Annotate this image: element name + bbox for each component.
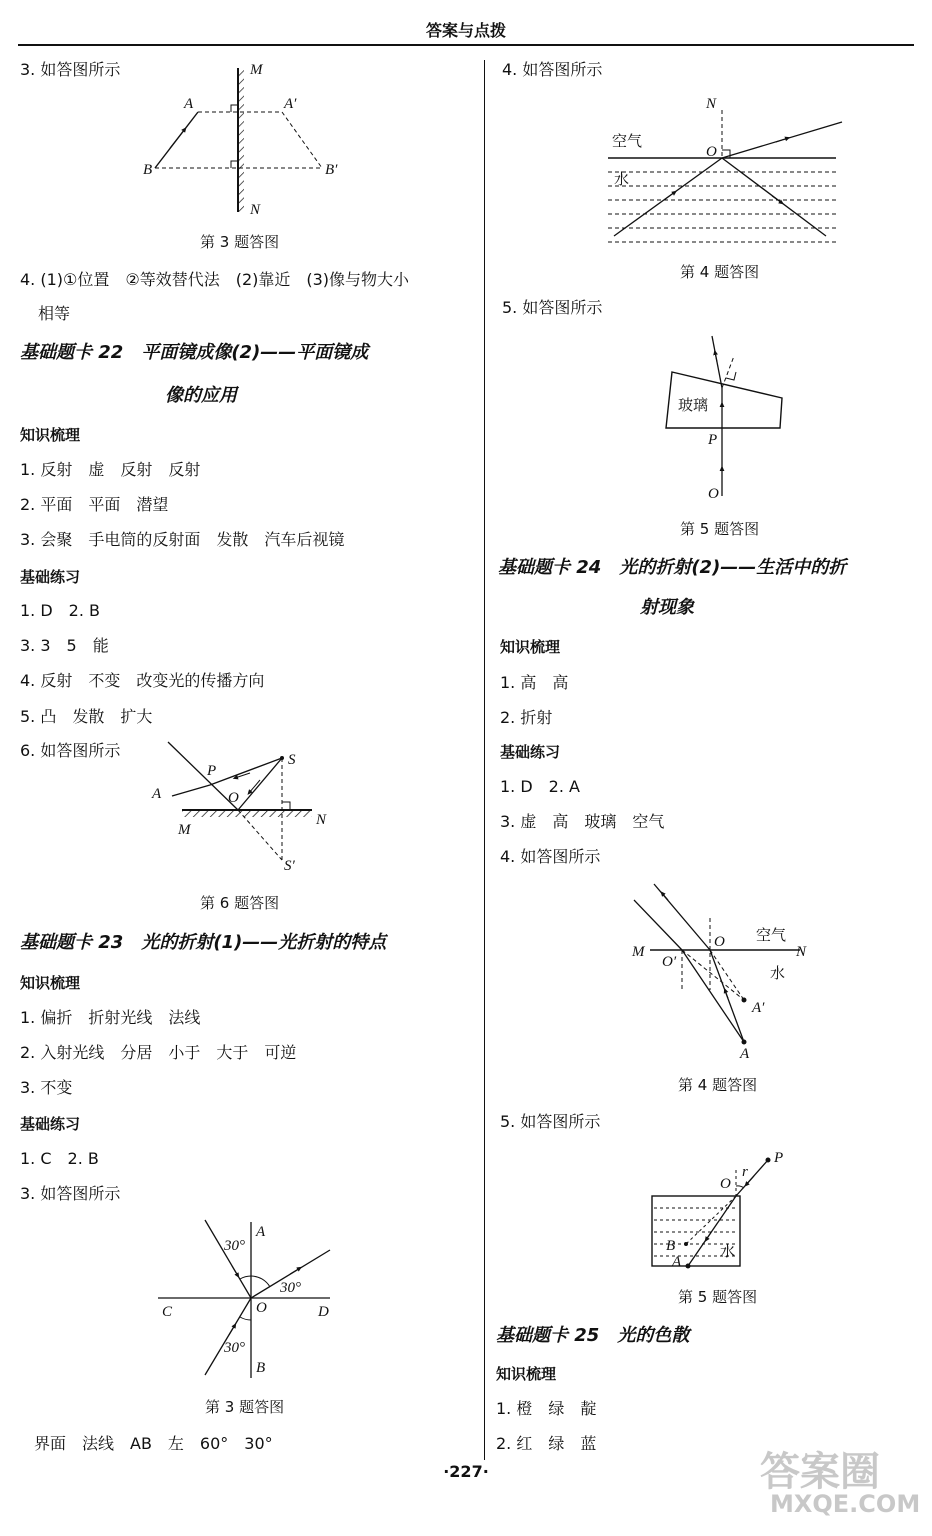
fig-3-caption: 第 3 题答图 <box>200 233 280 251</box>
fig1-label-B: B <box>143 162 153 178</box>
r-answer-4-text: 4. 如答图所示 <box>502 60 603 79</box>
practice-4: 4. 反射 不变 改变光的传播方向 <box>20 671 265 690</box>
fig-r4b-label-water: 水 <box>770 964 786 982</box>
fig3b-label-D: D <box>318 1304 329 1320</box>
fig-r4-label-O: O <box>706 144 717 160</box>
fig1-label-N: N <box>250 202 261 218</box>
fig1-label-A2: A′ <box>284 96 297 112</box>
card-23-title: 基础题卡 23 光的折射(1)——光折射的特点 <box>20 932 387 953</box>
practice-6: 6. 如答图所示 <box>20 741 121 760</box>
fig-6-reflection-diagram <box>151 742 327 874</box>
knowledge23-1: 1. 偏折 折射光线 法线 <box>20 1008 201 1027</box>
fig3b-label-C: C <box>162 1304 173 1320</box>
fig-3-mirror-diagram <box>143 62 338 218</box>
knowledge23-3: 3. 不变 <box>20 1078 73 1097</box>
fig3b-angle-2: 30° <box>280 1280 301 1296</box>
fig6-label-P: P <box>207 763 217 779</box>
fig-r4b-label-O: O <box>714 934 725 950</box>
r-knowledge25-1: 1. 橙 绿 靛 <box>496 1399 597 1418</box>
r-practice-5: 5. 如答图所示 <box>500 1112 601 1131</box>
fig3b-label-O: O <box>256 1300 267 1316</box>
fig-r5b-tank-diagram <box>652 1150 783 1270</box>
fig-r4b-label-M: M <box>632 944 645 960</box>
fig-r4-label-water: 水 <box>614 170 630 188</box>
fig-r4b-label-N: N <box>796 944 807 960</box>
section-knowledge: 知识梳理 <box>20 426 81 444</box>
card-24-title-cont: 射现象 <box>640 597 694 618</box>
fig3b-angle-1: 30° <box>224 1238 245 1254</box>
knowledge23-2: 2. 入射光线 分居 小于 大于 可逆 <box>20 1043 297 1062</box>
answer-4-cont: 相等 <box>38 304 71 323</box>
answer-3-text: 3. 如答图所示 <box>20 60 121 79</box>
fig6-label-O: O <box>228 790 239 806</box>
fig-3b-refraction-diagram <box>158 1220 330 1378</box>
fig-r4b-label-air: 空气 <box>756 926 787 944</box>
fig-r5b-label-water: 水 <box>720 1242 736 1260</box>
knowledge-3: 3. 会聚 手电筒的反射面 发散 汽车后视镜 <box>20 530 345 549</box>
practice-5: 5. 凸 发散 扩大 <box>20 707 153 726</box>
fig-r4-caption: 第 4 题答图 <box>680 263 760 281</box>
r-section-knowledge-25: 知识梳理 <box>496 1365 557 1383</box>
knowledge-1: 1. 反射 虚 反射 反射 <box>20 460 201 479</box>
fig6-label-S: S <box>288 752 296 768</box>
fig-r5-caption: 第 5 题答图 <box>680 520 760 538</box>
fig-r4b-label-O2: O′ <box>662 954 677 970</box>
r-practice-4: 4. 如答图所示 <box>500 847 601 866</box>
card-25-title: 基础题卡 25 光的色散 <box>496 1325 690 1346</box>
fig-r4b-label-A: A <box>740 1046 750 1062</box>
section-practice-23: 基础练习 <box>20 1115 81 1133</box>
fig1-label-A: A <box>184 96 194 112</box>
answer-4-text: 4. (1)①位置 ②等效替代法 (2)靠近 (3)像与物大小 <box>20 270 410 289</box>
practice-1: 1. D 2. B <box>20 601 101 620</box>
watermark-url: MXQE.COM <box>770 1490 921 1518</box>
fig-r5b-label-A: A <box>672 1254 682 1270</box>
fig-3b-caption: 第 3 题答图 <box>205 1398 285 1416</box>
fig-r5b-caption: 第 5 题答图 <box>678 1288 758 1306</box>
card-22-title: 基础题卡 22 平面镜成像(2)——平面镜成 <box>20 342 369 363</box>
fig-r4b-apparent-depth-diagram <box>631 884 807 1062</box>
page-header-title: 答案与点拨 <box>425 21 506 40</box>
knowledge-2: 2. 平面 平面 潜望 <box>20 495 169 514</box>
card-22-title-cont: 像的应用 <box>165 385 237 406</box>
fig-r5-label-glass: 玻璃 <box>678 396 709 414</box>
r-knowledge-2: 2. 折射 <box>500 708 553 727</box>
watermark-logo: 答案圈 <box>760 1449 880 1495</box>
r-answer-5-text: 5. 如答图所示 <box>502 298 603 317</box>
fig-r5-label-O: O <box>708 486 719 502</box>
r-knowledge-1: 1. 高 高 <box>500 673 569 692</box>
fig6-label-S2: S′ <box>284 858 295 874</box>
fig-r4-label-air: 空气 <box>612 132 643 150</box>
practice23-1: 1. C 2. B <box>20 1149 99 1168</box>
section-practice: 基础练习 <box>20 568 81 586</box>
practice23-blank: 界面 法线 AB 左 60° 30° <box>34 1434 273 1453</box>
r-knowledge25-2: 2. 红 绿 蓝 <box>496 1434 597 1453</box>
fig6-label-N: N <box>316 812 327 828</box>
fig-r4b-label-A2: A′ <box>752 1000 765 1016</box>
r-section-knowledge: 知识梳理 <box>500 638 561 656</box>
fig-r5b-label-O: O <box>720 1176 731 1192</box>
fig-6-caption: 第 6 题答图 <box>200 894 280 912</box>
fig1-label-M: M <box>250 62 263 78</box>
fig6-label-A: A <box>152 786 162 802</box>
card-24-title: 基础题卡 24 光的折射(2)——生活中的折 <box>498 557 847 578</box>
fig-r4-air-water-diagram <box>608 96 842 242</box>
section-knowledge-23: 知识梳理 <box>20 974 81 992</box>
fig-r5-glass-diagram <box>666 336 782 502</box>
fig6-label-M: M <box>178 822 191 838</box>
r-practice-1: 1. D 2. A <box>500 777 580 796</box>
practice23-3: 3. 如答图所示 <box>20 1184 121 1203</box>
fig3b-label-B: B <box>256 1360 266 1376</box>
fig1-label-B2: B′ <box>325 162 338 178</box>
fig-r5b-label-B: B <box>666 1238 676 1254</box>
fig-r4-label-N: N <box>706 96 717 112</box>
r-practice-3: 3. 虚 高 玻璃 空气 <box>500 812 665 831</box>
fig3b-label-A: A <box>256 1224 266 1240</box>
r-section-practice: 基础练习 <box>500 743 561 761</box>
practice-3: 3. 3 5 能 <box>20 636 109 655</box>
fig-r4b-caption: 第 4 题答图 <box>678 1076 758 1094</box>
fig-r5b-label-P: P <box>774 1150 784 1166</box>
page-number: ·227· <box>443 1462 489 1481</box>
fig-r5b-label-r: r <box>742 1164 748 1180</box>
fig3b-angle-3: 30° <box>224 1340 245 1356</box>
fig-r5-label-P: P <box>708 432 718 448</box>
